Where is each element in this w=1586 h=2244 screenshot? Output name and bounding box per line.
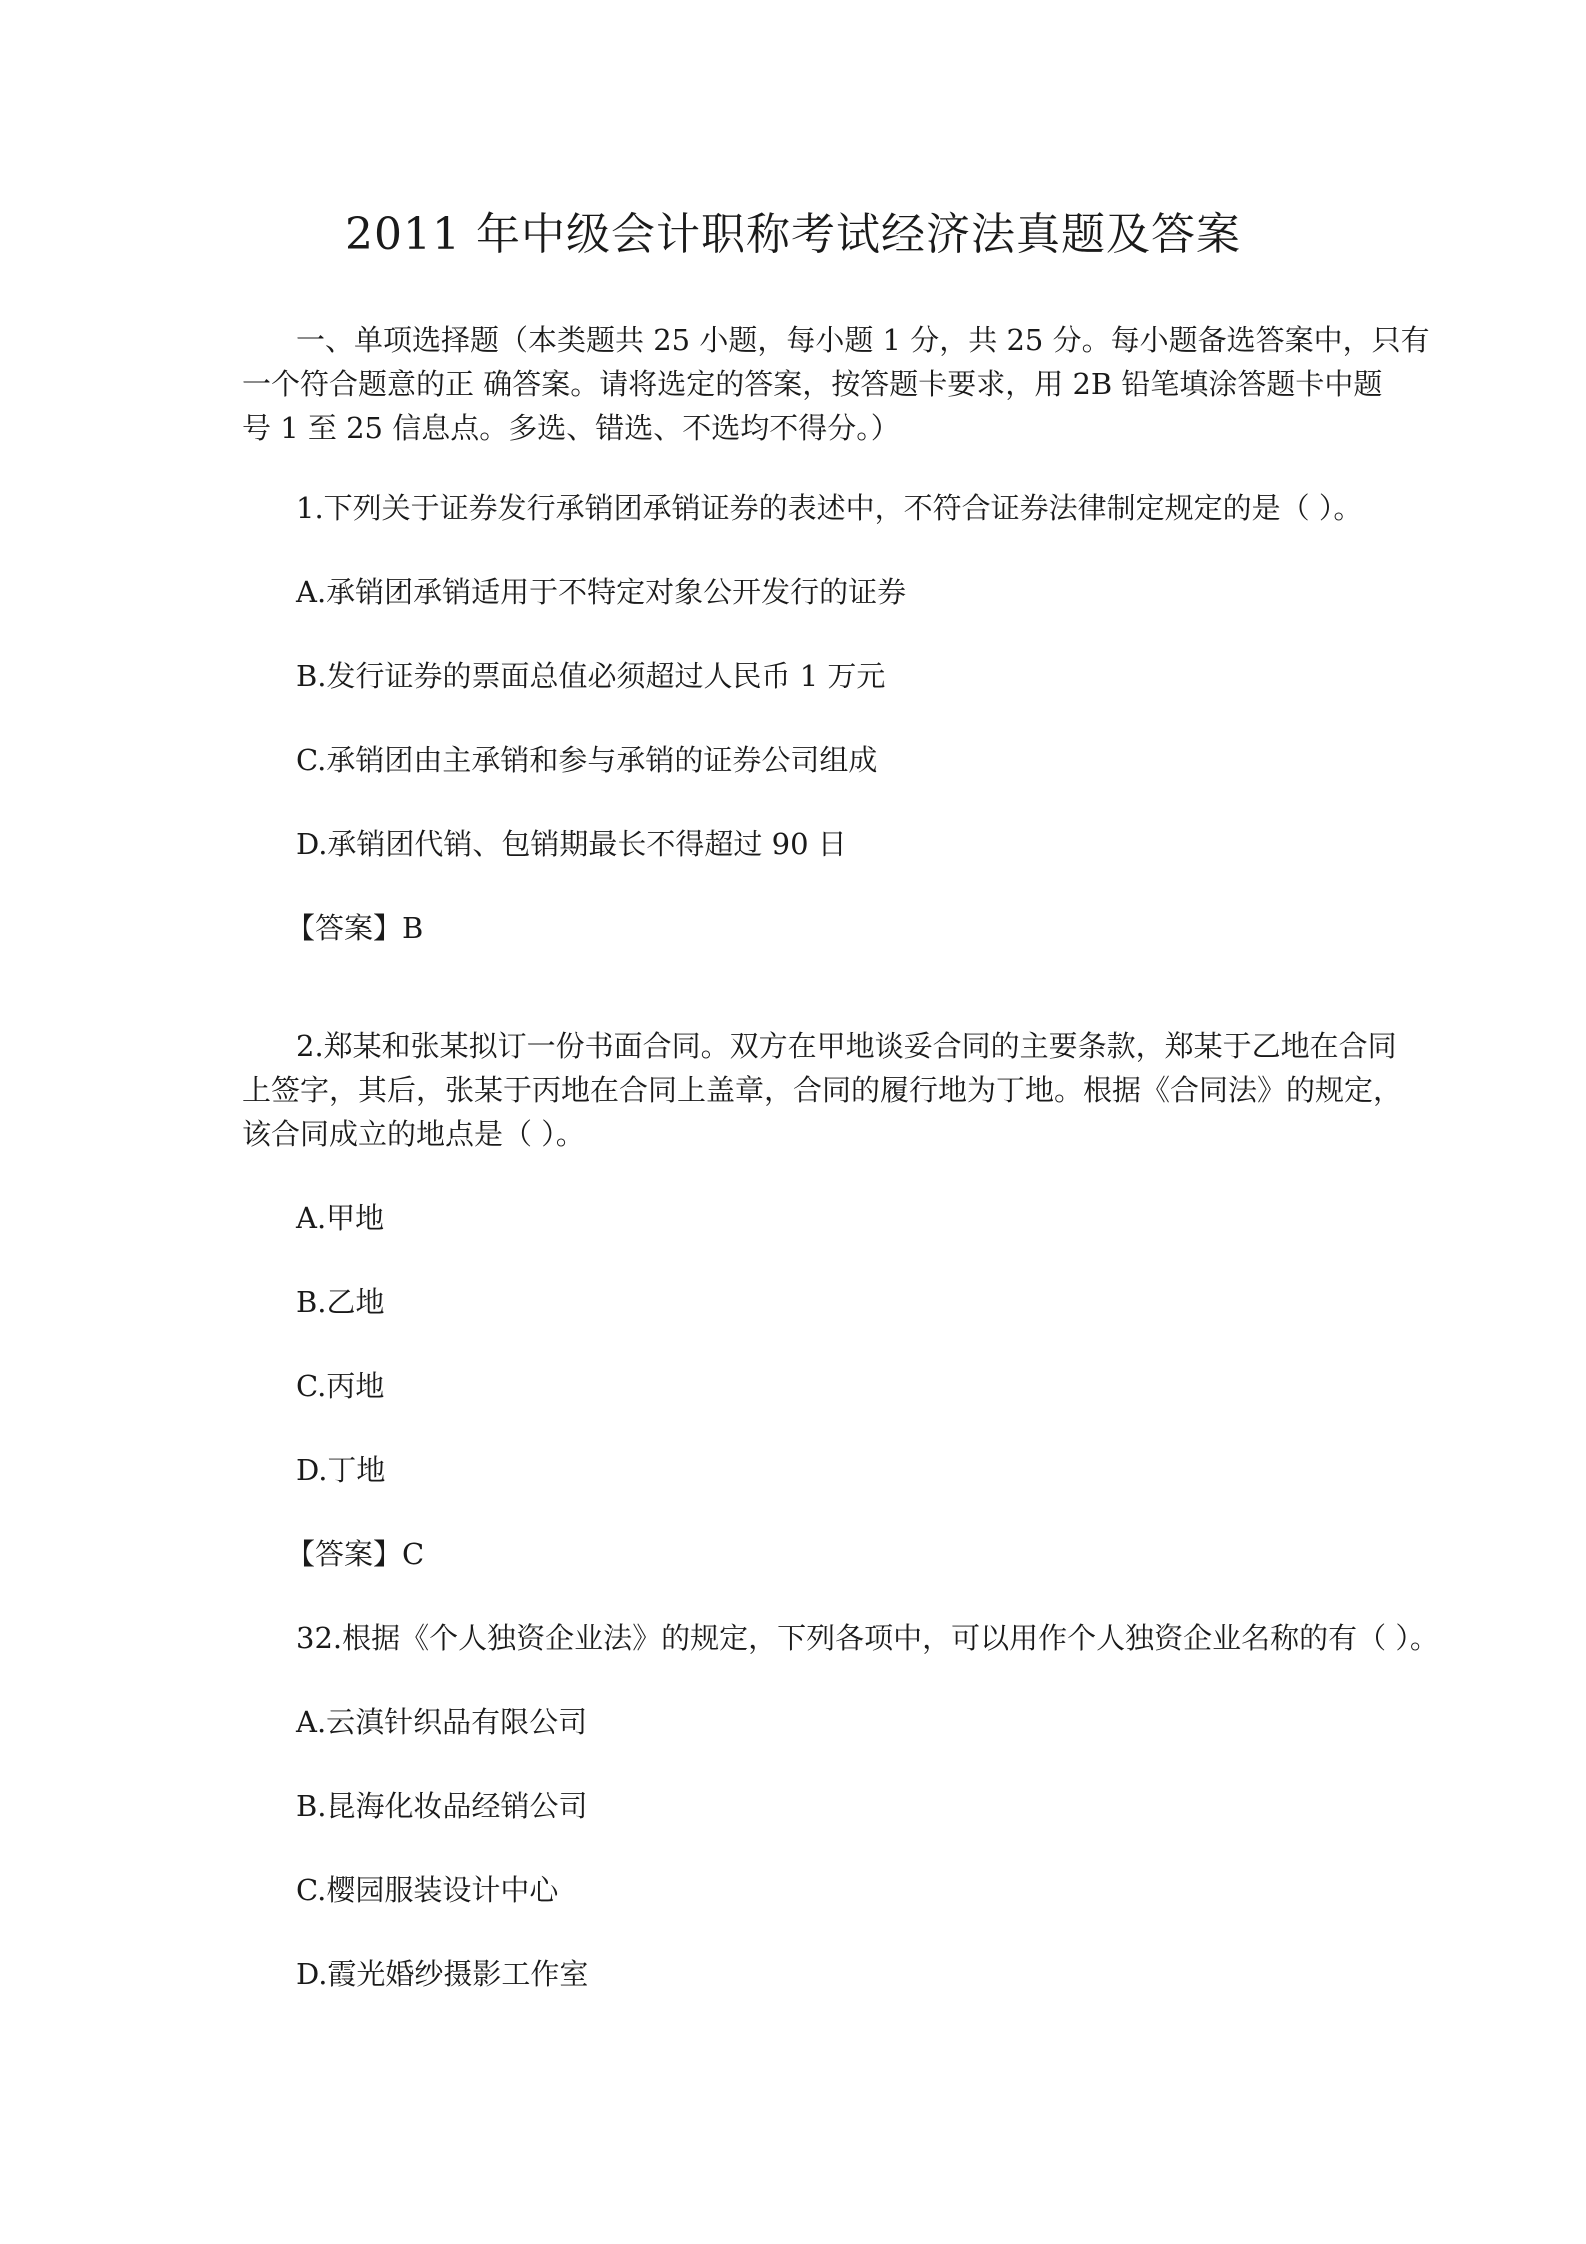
question-32-stem: 32.根据《个人独资企业法》的规定，下列各项中，可以用作个人独资企业名称的有（ ）。 — [296, 1621, 1439, 1655]
question-1-option-b: B.发行证券的票面总值必须超过人民币 1 万元 — [296, 659, 886, 693]
question-2-stem-line: 2.郑某和张某拟订一份书面合同。双方在甲地谈妥合同的主要条款，郑某于乙地在合同 — [296, 1029, 1397, 1063]
question-32-option-d: D.霞光婚纱摄影工作室 — [296, 1957, 589, 1991]
question-2-stem-line: 该合同成立的地点是（ ）。 — [242, 1117, 585, 1151]
question-2-stem-line: 上签字，其后，张某于丙地在合同上盖章，合同的履行地为丁地。根据《合同法》的规定， — [242, 1073, 1403, 1107]
question-32-option-a: A.云滇针织品有限公司 — [296, 1705, 588, 1739]
question-2-answer: 【答案】C — [286, 1537, 425, 1571]
question-1-option-c: C.承销团由主承销和参与承销的证券公司组成 — [296, 743, 878, 777]
intro-line: 一、单项选择题（本类题共 25 小题，每小题 1 分，共 25 分。每小题备选答案中，只有 — [296, 323, 1430, 357]
question-2-option-a: A.甲地 — [296, 1201, 385, 1235]
intro-line: 一个符合题意的正 确答案。请将选定的答案，按答题卡要求，用 2B 铅笔填涂答题卡中题 — [242, 367, 1383, 401]
question-1-stem: 1.下列关于证券发行承销团承销证券的表述中，不符合证券法律制定规定的是（ ）。 — [296, 491, 1363, 525]
question-32-option-b: B.昆海化妆品经销公司 — [296, 1789, 588, 1823]
question-1-option-d: D.承销团代销、包销期最长不得超过 90 日 — [296, 827, 847, 861]
section-intro — [242, 318, 1430, 450]
question-1-answer: 【答案】B — [286, 911, 424, 945]
question-2-option-c: C.丙地 — [296, 1369, 385, 1403]
question-1-option-a: A.承销团承销适用于不特定对象公开发行的证券 — [296, 575, 907, 609]
question-2-option-b: B.乙地 — [296, 1285, 385, 1319]
page-title: 2011 年中级会计职称考试经济法真题及答案 — [345, 209, 1241, 260]
question-2-option-d: D.丁地 — [296, 1453, 386, 1487]
intro-line: 号 1 至 25 信息点。多选、错选、不选均不得分。） — [242, 411, 900, 445]
question-32-option-c: C.樱园服装设计中心 — [296, 1873, 559, 1907]
